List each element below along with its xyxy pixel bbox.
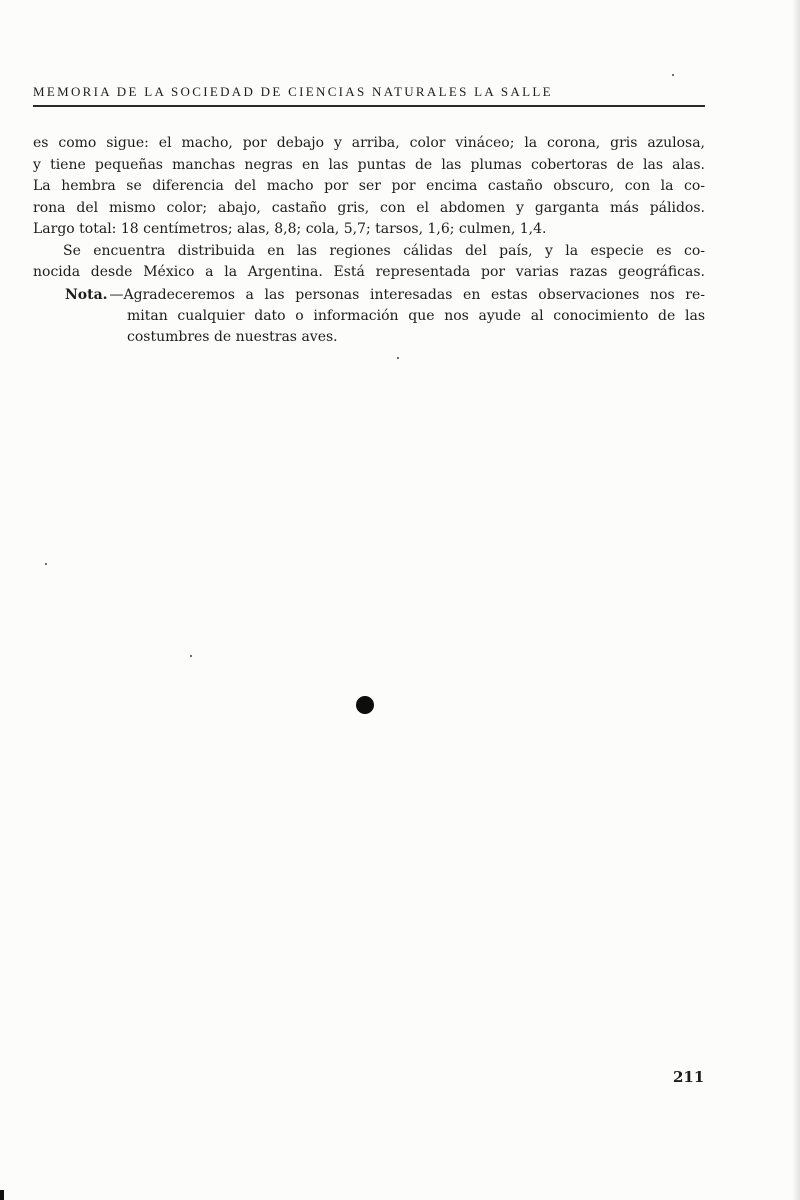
body-line-6: Se encuentra distribuida en las regiones cálidas del país, y la especie es co-: [63, 242, 705, 259]
body-paragraphs: [33, 133, 705, 284]
body-line-3: La hembra se diferencia del macho por ser por encima castaño obscuro, con la co-: [33, 178, 705, 194]
ink-speck: [672, 74, 674, 76]
note-line-3: costumbres de nuestras aves.: [127, 329, 338, 345]
page-number: 211: [673, 1068, 705, 1086]
body-line-7: nocida desde México a la Argentina. Está representada por varias razas geográficas.: [33, 264, 705, 280]
note-label: Nota.: [65, 287, 108, 303]
ink-speck: [190, 655, 192, 657]
body-line-4: rona del mismo color; abajo, castaño gris, con el abdomen y garganta más pálidos.: [33, 199, 705, 216]
ink-speck: [397, 357, 399, 359]
scan-corner-mark: [0, 1190, 4, 1200]
running-header: MEMORIA DE LA SOCIEDAD DE CIENCIAS NATURALES LA SALLE: [33, 84, 553, 99]
ink-speck: [45, 563, 47, 565]
punch-hole-mark: [356, 696, 374, 714]
page-edge-shadow: [792, 0, 800, 1200]
note-line-1-text: —Agradeceremos a las personas interesadas en estas observaciones nos re-: [109, 287, 705, 303]
note-paragraph: [65, 285, 705, 348]
body-line-2: y tiene pequeñas manchas negras en las puntas de las plumas cobertoras de las alas.: [33, 156, 705, 173]
body-line-1: es como sigue: el macho, por debajo y arriba, color vináceo; la corona, gris azulosa,: [33, 135, 705, 151]
note-line-2: mitan cualquier dato o información que nos ayude al conocimiento de las: [127, 308, 705, 324]
body-line-5: Largo total: 18 centímetros; alas, 8,8; cola, 5,7; tarsos, 1,6; culmen, 1,4.: [33, 221, 547, 237]
note-line-1: [65, 285, 705, 306]
header-rule: [33, 105, 705, 107]
